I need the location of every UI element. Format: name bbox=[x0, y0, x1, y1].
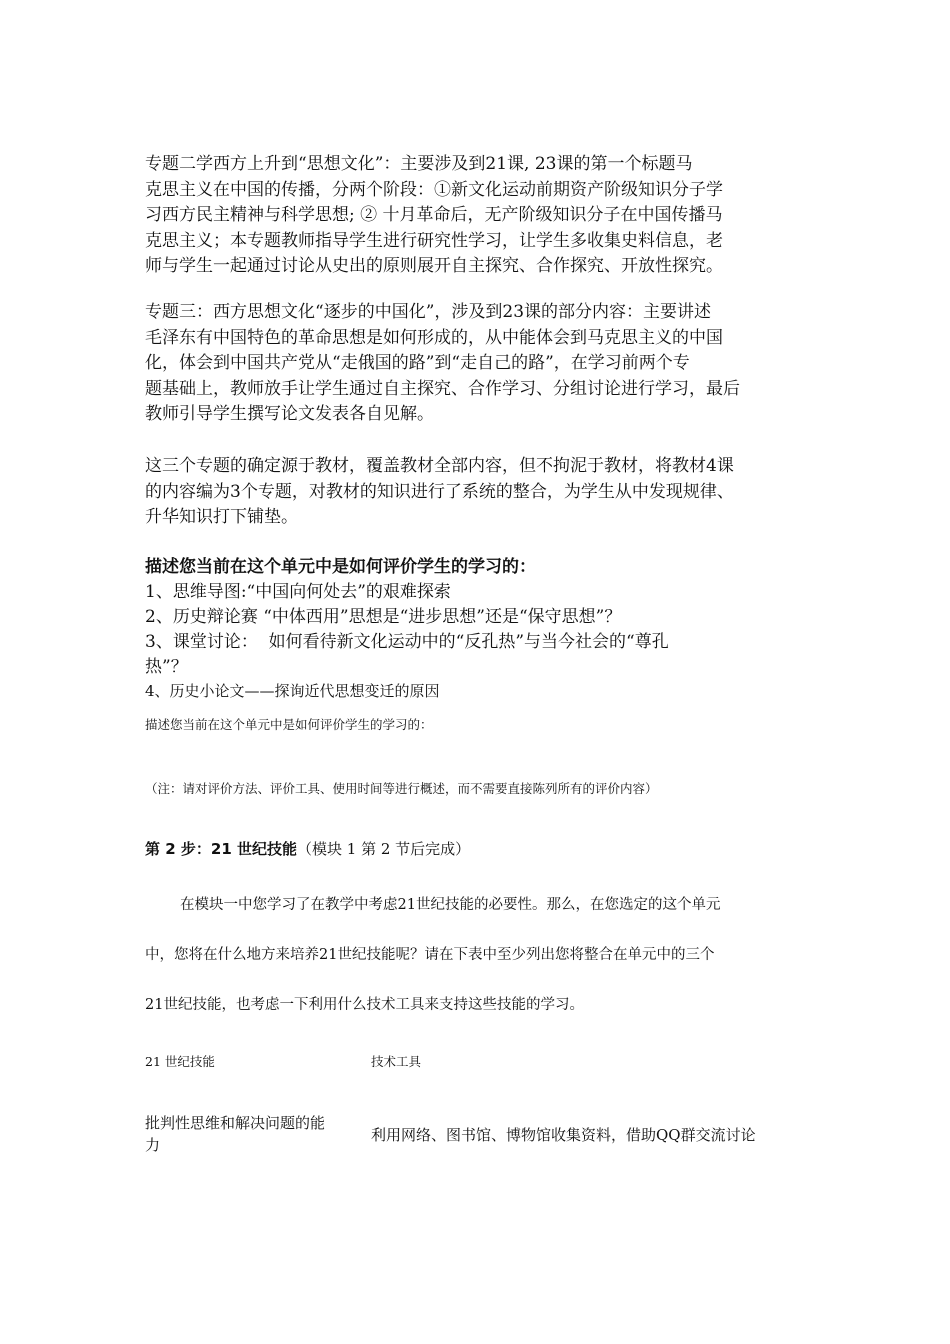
evaluation-item: 1、思维导图:“中国向何处去”的艰难探索 bbox=[145, 582, 451, 602]
summary-paragraph bbox=[145, 454, 813, 531]
evaluation-item: 2、历史辩论赛 “中体西用”思想是“进步思想”还是“保守思想”？ bbox=[145, 607, 622, 627]
topic3-line: 毛泽东有中国特色的革命思想是如何形成的，从中能体会到马克思主义的中国 bbox=[145, 327, 723, 348]
topic2-line: 师与学生一起通过讨论从史出的原则展开自主探究、合作探究、开放性探究。 bbox=[145, 256, 723, 276]
topic2-line: 克思主义；本专题教师指导学生进行研究性学习，让学生多收集史料信息，老 bbox=[145, 230, 723, 251]
table-header-tool: 技术工具 bbox=[371, 1054, 422, 1069]
summary-line: 这三个专题的确定源于教材，覆盖教材全部内容，但不拘泥于教材，将教材4课 bbox=[145, 456, 734, 476]
table-cell-skill-line: 力 bbox=[145, 1136, 161, 1154]
summary-line: 的内容编为3个专题，对教材的知识进行了系统的整合，为学生从中发现规律、 bbox=[145, 481, 734, 502]
step2-body-line: 在模块一中您学习了在教学中考虑21世纪技能的必要性。那么，在您选定的这个单元 bbox=[180, 897, 721, 913]
evaluation-heading: 描述您当前在这个单元中是如何评价学生的学习的： bbox=[145, 557, 536, 577]
topic3-line: 题基础上，教师放手让学生通过自主探究、合作学习、分组讨论进行学习，最后 bbox=[145, 378, 740, 399]
topic2-line: 克思主义在中国的传播，分两个阶段：①新文化运动前期资产阶级知识分子学 bbox=[145, 179, 723, 200]
step2-body-line: 中，您将在什么地方来培养21世纪技能呢？请在下表中至少列出您将整合在单元中的三个 bbox=[145, 947, 715, 963]
table-row-tool: 利用网络、图书馆、博物馆收集资料，借助QQ群交流讨论 bbox=[371, 1126, 756, 1144]
topic3-paragraph bbox=[145, 300, 813, 428]
topic3-line: 教师引导学生撰写论文发表各自见解。 bbox=[145, 404, 434, 424]
topic3-line: 专题三：西方思想文化“逐步的中国化”，涉及到23课的部分内容：主要讲述 bbox=[145, 302, 712, 322]
topic3-line: 化，体会到中国共产党从“走俄国的路”到“走自己的路”，在学习前两个专 bbox=[145, 353, 690, 373]
table-cell-skill-line: 批判性思维和解决问题的能 bbox=[145, 1114, 326, 1132]
topic2-line: 专题二学西方上升到“思想文化”：主要涉及到21课, 23课的第一个标题马 bbox=[145, 154, 693, 174]
evaluation-prompt: 描述您当前在这个单元中是如何评价学生的学习的： bbox=[145, 717, 433, 732]
step2-title-rest: （模块 1 第 2 节后完成） bbox=[296, 840, 471, 858]
topic2-paragraph bbox=[145, 152, 813, 280]
summary-line: 升华知识打下铺垫。 bbox=[145, 507, 298, 527]
step2-body-line: 21世纪技能，也考虑一下利用什么技术工具来支持这些技能的学习。 bbox=[145, 997, 584, 1013]
table-header-skill: 21 世纪技能 bbox=[145, 1054, 215, 1069]
evaluation-item: 3、课堂讨论： 如何看待新文化运动中的“反孔热”与当今社会的“尊孔 bbox=[145, 632, 669, 652]
evaluation-note: （注：请对评价方法、评价工具、使用时间等进行概述，而不需要直接陈列所有的评价内容） bbox=[145, 781, 658, 796]
step2-title-bold: 第 2 步：21 世纪技能 bbox=[145, 840, 297, 858]
topic2-line: 习西方民主精神与科学思想; ② 十月革命后，无产阶级知识分子在中国传播马 bbox=[145, 205, 723, 225]
step2-title bbox=[145, 838, 470, 859]
evaluation-item: 4、历史小论文——探询近代思想变迁的原因 bbox=[145, 682, 440, 700]
evaluation-item: 热”？ bbox=[145, 657, 188, 677]
table-row-skill bbox=[145, 1112, 325, 1156]
